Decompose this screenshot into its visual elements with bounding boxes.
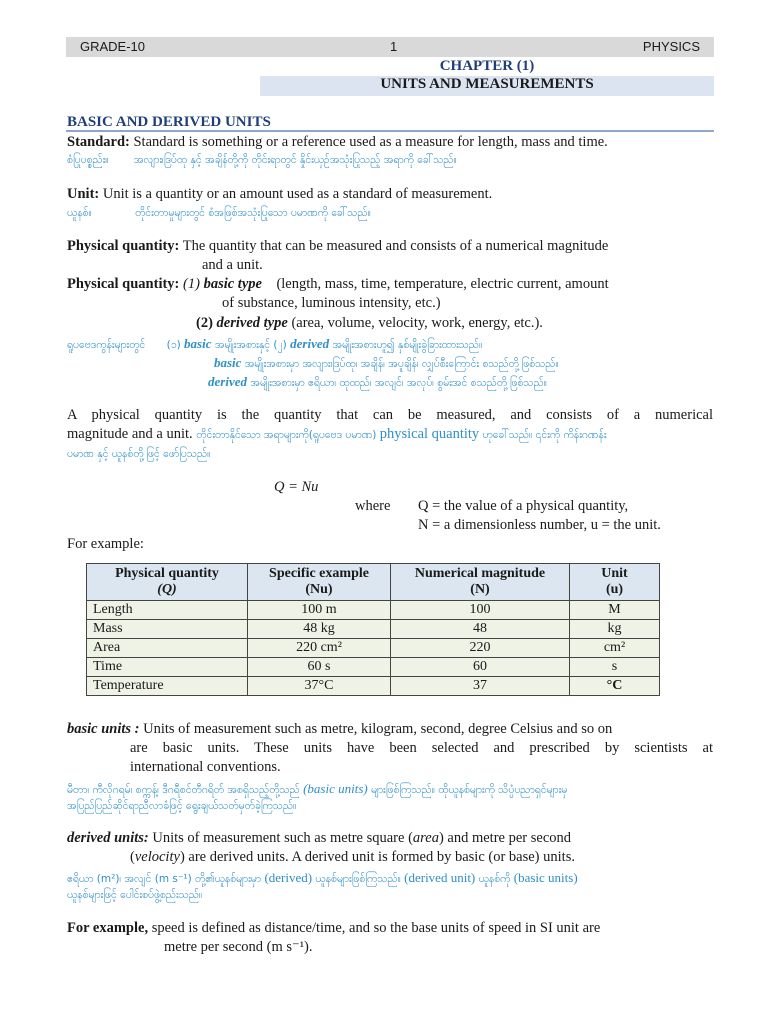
pq-paragraph-line1: A physical quantity is the quantity that can be measured, and consists of a numerical — [67, 407, 713, 423]
cell-quantity: Time — [87, 658, 248, 677]
derived-units-line2 — [130, 849, 575, 866]
derived-units-line1 — [67, 830, 571, 847]
table-row — [87, 677, 660, 696]
pq-para-mm: တိုင်းတာနိုင်သော အရာများကို(ရူပဗေဒ ပမာဏ) — [196, 429, 380, 441]
speed-example-text1: speed is defined as distance/time, and so the base units of speed in SI unit are — [148, 920, 601, 936]
derived-mm1-c: ယူနစ်များဖြစ်ကြသည်။ — [312, 873, 405, 885]
standard-myanmar — [67, 154, 457, 169]
cell-quantity: Mass — [87, 620, 248, 639]
cell-quantity: Length — [87, 601, 248, 620]
derived-text1b: area — [412, 830, 439, 846]
mm-line2-b: အမျိုးအစားမှာ အလျား၊ဒြပ်ထု၊ အချိန်၊ အပူချိန်၊ လျှပ်စီးကြောင်း စသည်တို့ဖြစ်သည်။ — [241, 358, 559, 370]
table-header-row — [87, 564, 660, 601]
cell-unit: kg — [570, 620, 660, 639]
mm-line1-derived: derived — [290, 336, 330, 351]
header-specific-example — [248, 564, 391, 601]
header-page-number: 1 — [390, 39, 398, 54]
speed-example-line1 — [67, 920, 600, 937]
derived-text2b: velocity — [134, 849, 180, 865]
cell-example: 100 m — [248, 601, 391, 620]
mm-line2-basic: basic — [214, 355, 242, 370]
pq-types-line3 — [196, 315, 543, 332]
mm-line1-basic: basic — [184, 336, 212, 351]
cell-magnitude: 220 — [391, 639, 570, 658]
formula-equation — [274, 479, 318, 496]
cell-example: 220 cm² — [248, 639, 391, 658]
cell-unit: °C — [570, 677, 660, 696]
header-nm-line1: Numerical magnitude — [414, 566, 546, 581]
type1-number: (1) — [183, 276, 204, 292]
type2-number: (2) — [196, 315, 217, 331]
derived-mm1-a: ဧရိယာ (m²)၊ အလျင် (m s⁻¹) တို့၏ယူနစ်များမှာ — [67, 873, 265, 885]
pq-types-myanmar-1 — [67, 336, 482, 354]
basic-units-term: basic units : — [67, 721, 140, 737]
cell-magnitude: 60 — [391, 658, 570, 677]
pq-definition-line2: and a unit. — [202, 257, 263, 273]
derived-text1c: ) and metre per second — [438, 830, 572, 846]
derived-mm1-f: (basic units) — [513, 870, 578, 885]
table-row — [87, 620, 660, 639]
pq-definition-line1 — [67, 238, 608, 255]
unit-myanmar — [67, 207, 371, 222]
derived-mm1-d: (derived unit) — [404, 870, 476, 885]
basic-units-line3: international conventions. — [130, 759, 281, 775]
pq-types-myanmar-3 — [208, 374, 547, 392]
mm-line1-f: အမျိုးအစားဟူ၍ နှစ်မျိုးခွဲခြားထားသည်။ — [329, 339, 483, 351]
formula-eq: Q = Nu — [274, 479, 319, 495]
section-title: BASIC AND DERIVED UNITS — [67, 114, 271, 130]
header-unit — [570, 564, 660, 601]
cell-quantity: Area — [87, 639, 248, 658]
unit-mm-text: တိုင်းတာမှုများတွင် စံအဖြစ်အသုံးပြုသော ပမာဏကို ခေါ်သည်။ — [135, 207, 371, 219]
table-row — [87, 658, 660, 677]
pq-types-term: Physical quantity: — [67, 276, 180, 292]
derived-text2a: ( — [130, 849, 135, 865]
formula-def-q: Q = the value of a physical quantity, — [418, 498, 629, 514]
pq-paragraph-line3: ပမာဏ နှင့် ယူနစ်တို့ဖြင့် ဖော်ပြသည်။ — [67, 448, 211, 460]
pq-para-mm2: ဟုခေါ်သည်။ ၎င်းကို ကိန်းဂဏန်း — [479, 429, 607, 441]
pq-types-line1 — [67, 276, 609, 293]
pq-types-line2: of substance, luminous intensity, etc.) — [222, 295, 441, 311]
speed-example-line2: metre per second (m s⁻¹). — [164, 939, 313, 955]
formula-def-n-u: N = a dimensionless number, u = the unit. — [418, 517, 661, 533]
table-row — [87, 601, 660, 620]
basic-units-line1 — [67, 721, 612, 738]
standard-mm-text: အလျား၊ဒြပ်ထု နှင့် အချိန်တို့ကို တိုင်းရာတွင် နှိုင်းယှဉ်အသုံးပြုသည့် အရာကို ခေါ်သည်။ — [133, 154, 457, 166]
header-se-line1: Specific example — [269, 566, 369, 581]
cell-example: 37°C — [248, 677, 391, 696]
derived-units-myanmar-1 — [67, 870, 578, 888]
header-unit-line1: Unit — [601, 566, 628, 581]
chapter-title: UNITS AND MEASUREMENTS — [260, 76, 714, 96]
cell-magnitude: 48 — [391, 620, 570, 639]
standard-mm-term: စံပြုပစ္စည်း။ — [67, 154, 109, 166]
basic-units-text1: Units of measurement such as metre, kilogram, second, degree Celsius and so on — [139, 721, 613, 737]
standard-text: Standard is something or a reference used as a measure for length, mass and time. — [129, 134, 608, 150]
basic-mm1-a: မီတာ၊ ကီလိုဂရမ်၊ စက္ကန့်၊ ဒီဂရီစင်တီဂရိတ် အစရှိသည့်တို့သည် — [67, 784, 304, 796]
pq-def-term: Physical quantity: — [67, 238, 180, 254]
derived-type-label: derived type — [216, 315, 288, 331]
speed-example-term: For example, — [67, 920, 149, 936]
derived-units-myanmar-2: ယူနစ်များဖြင့် ပေါင်းစပ်ဖွဲ့စည်းသည်။ — [67, 889, 203, 901]
mm-line1-d: အမျိုးအစားနှင့် (၂) — [211, 339, 291, 351]
formula-where: where — [355, 498, 391, 514]
mm-line3-derived: derived — [208, 374, 247, 389]
table-row — [87, 639, 660, 658]
cell-unit: s — [570, 658, 660, 677]
unit-definition — [67, 186, 492, 203]
derived-mm1-e: ယူနစ်ကို — [475, 873, 514, 885]
basic-type-examples: (length, mass, time, temperature, electric current, amount — [261, 276, 609, 292]
standard-term: Standard: — [67, 134, 130, 150]
mm-line1-b: (၁) — [166, 339, 185, 351]
pq-paragraph-line2 — [67, 426, 607, 444]
unit-text: Unit is a quantity or an amount used as a standard of measurement. — [99, 186, 493, 202]
pq-types-myanmar-2 — [214, 355, 559, 373]
header-pq-line1: Physical quantity — [115, 566, 219, 581]
basic-mm1-c: များဖြစ်ကြသည်။ ထိုယူနစ်များကို သိပ္ပံပညာရှင်များမှ — [367, 784, 568, 796]
basic-mm1-term: (basic units) — [303, 781, 368, 796]
basic-type-label: basic type — [203, 276, 262, 292]
derived-text2c: ) are derived units. A derived unit is formed by basic (or base) units. — [179, 849, 575, 865]
header-pq-line2: (Q) — [157, 582, 177, 597]
derived-units-term: derived units: — [67, 830, 149, 846]
unit-term: Unit: — [67, 186, 100, 202]
physical-quantity-table — [86, 563, 660, 696]
cell-example: 48 kg — [248, 620, 391, 639]
chapter-number: CHAPTER (1) — [439, 58, 535, 74]
derived-mm1-b: (derived) — [264, 870, 313, 885]
cell-magnitude: 37 — [391, 677, 570, 696]
mm-line3-b: အမျိုးအစားမှာ ဧရိယာ၊ ထုထည်၊ အလျင်၊ အလုပ်၊ စွမ်းအင် စသည်တို့ဖြစ်သည်။ — [246, 377, 547, 389]
standard-definition — [67, 134, 608, 151]
unit-mm-term: ယူနစ်။ — [67, 207, 92, 219]
pq-para-term: physical quantity — [379, 426, 480, 442]
cell-unit: M — [570, 601, 660, 620]
pq-para-text: magnitude and a unit. — [67, 426, 197, 442]
mm-line1-a: ရူပဗေဒကွန်းများတွင် — [67, 339, 146, 351]
derived-type-examples: (area, volume, velocity, work, energy, etc.). — [287, 315, 543, 331]
header-grade: GRADE-10 — [80, 39, 146, 54]
cell-unit: cm² — [570, 639, 660, 658]
cell-quantity: Temperature — [87, 677, 248, 696]
cell-example: 60 s — [248, 658, 391, 677]
header-subject: PHYSICS — [642, 39, 700, 54]
cell-magnitude: 100 — [391, 601, 570, 620]
header-unit-line2: (u) — [605, 582, 624, 597]
header-se-line2: (Nu) — [305, 582, 333, 597]
pq-def-text1: The quantity that can be measured and consists of a numerical magnitude — [179, 238, 609, 254]
basic-units-line2: are basic units. These units have been selected and prescribed by scientists at — [130, 740, 713, 756]
basic-units-myanmar-1 — [67, 781, 567, 799]
header-nm-line2: (N) — [470, 582, 490, 597]
header-physical-quantity — [87, 564, 248, 601]
section-underline — [66, 130, 714, 132]
derived-text1a: Units of measurement such as metre square ( — [148, 830, 413, 846]
header-numerical-magnitude — [391, 564, 570, 601]
page-header-bar — [66, 37, 714, 57]
basic-units-myanmar-2: အပြည်ပြည်ဆိုင်ရာညီလာခံဖြင့် ရွေးချယ်သတ်မှတ်ခဲ့ကြသည်။ — [67, 800, 297, 812]
for-example-label: For example: — [67, 536, 144, 552]
